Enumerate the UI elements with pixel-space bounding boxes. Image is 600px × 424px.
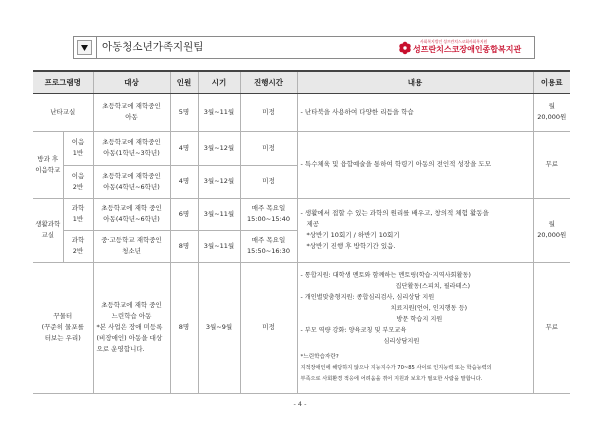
definition-line: 지적장애인에 해당하지 않으나 지능지수가 70~85 사이로 인지능력 또는 학습능력의 [300, 365, 492, 371]
organization-logo [398, 38, 532, 57]
column-header-people: 인원 [170, 71, 198, 93]
column-header-time: 진행시간 [240, 71, 297, 93]
class-label-line: 2반 [72, 247, 84, 255]
content-line: 심리상담지원 [383, 338, 420, 345]
class-label-line: 과학 [71, 236, 85, 244]
program-name-line: 이음학교 [35, 165, 61, 174]
target-line: 초등학교에 재학 중인 [101, 204, 162, 212]
table-row [33, 262, 570, 393]
fee-cell [533, 262, 570, 393]
team-header [73, 36, 535, 59]
column-header-target: 대상 [93, 71, 170, 93]
period-cell: 3월~12월 [198, 131, 240, 165]
time-cell [240, 262, 297, 393]
time-cell [240, 165, 297, 198]
target-line: 아동(4학년~6학년) [103, 182, 160, 191]
target-line: 청소년 [122, 247, 141, 255]
fee-cell [533, 198, 570, 262]
content-line: - 생활에서 접할 수 있는 과학의 원리를 배우고, 창의적 체험 활동을 [300, 209, 489, 217]
target-line: 초등학교에 재학 중인 [101, 301, 162, 309]
content-cell [297, 262, 533, 393]
class-label [63, 198, 93, 230]
target-line: 아동(4학년~6학년) [103, 215, 160, 223]
target-cell [93, 165, 170, 198]
content-cell [297, 198, 533, 262]
time-line: 미정 [262, 107, 275, 116]
class-label-line: 이음 [71, 138, 85, 146]
content-line: *상반기 10회기 / 하반기 10회기 [306, 231, 400, 239]
program-name-line: 꾸물터 [53, 312, 73, 320]
target-note-line: (비장애인) 아동을 대상 [96, 334, 163, 342]
people-cell: 4명 [170, 131, 198, 165]
target-cell [93, 262, 170, 393]
content-line: 치료지원(언어, 인지행동 등) [390, 305, 467, 312]
content-line: - 부모 역량 강화: 양육코칭 및 부모교육 [300, 327, 407, 334]
people-cell: 8명 [170, 262, 198, 393]
logo-name: 성프란치스코장애인종합복지관 [413, 45, 522, 54]
table-row [33, 198, 570, 230]
logo-subtitle: 사회복지법인 성프란치스코회사회복지원 [420, 39, 488, 44]
fee-line: 무료 [545, 160, 559, 168]
program-name [33, 93, 93, 131]
target-cell [93, 131, 170, 165]
time-cell [240, 131, 297, 165]
definition-line: 부족으로 사회환경 적응에 어려움을 겪어 지원과 보호가 필요한 사람을 말합니다. [300, 376, 483, 382]
column-header-content: 내용 [297, 71, 533, 93]
target-line: 아동 [125, 113, 138, 121]
page-number: - 4 - [293, 400, 307, 408]
time-line: 15:50~16:30 [247, 247, 290, 255]
program-name [33, 131, 63, 198]
target-line: 중·고등학교 재학중인 [101, 236, 162, 244]
time-line: 미정 [262, 143, 275, 152]
target-line: 초등학교에 재학중인 [102, 138, 161, 146]
program-name-line: 생활과학 [35, 220, 61, 228]
program-name-line: (꾸준히 물포를 [41, 323, 84, 331]
content-line: - 난타북을 사용하여 다양한 리듬을 학습 [300, 107, 414, 116]
table-row [33, 93, 570, 131]
target-cell [93, 230, 170, 262]
target-cell [93, 198, 170, 230]
class-label-line: 1반 [72, 149, 84, 157]
program-name [33, 198, 63, 262]
column-header-program: 프로그램명 [33, 71, 93, 93]
column-header-period: 시기 [198, 71, 240, 93]
target-line: 초등학교에 재학중인 [102, 102, 161, 110]
class-label-line: 1반 [72, 215, 84, 223]
target-line: 초등학교에 재학중인 [102, 171, 161, 180]
time-line: 미정 [262, 177, 275, 185]
target-line: 느린학습 아동 [111, 312, 152, 320]
people-cell: 6명 [170, 198, 198, 230]
team-title: 아동청소년가족지원팀 [102, 41, 204, 53]
content-cell [297, 93, 533, 131]
content-cell [297, 131, 533, 198]
content-line: - 특수체육 및 융합예술을 통하여 학령기 아동의 전인적 성장을 도모 [300, 160, 491, 168]
target-line: 아동(1학년~3학년) [103, 149, 160, 157]
fee-line: 20,000원 [537, 231, 567, 239]
content-line: *상반기 진행 후 방학기간 있음. [306, 242, 396, 250]
fee-line: 월 [548, 220, 555, 228]
table-header-row [33, 71, 570, 93]
class-label-line: 과학 [71, 204, 85, 212]
period-cell: 3월~12월 [198, 165, 240, 198]
table-row [33, 131, 570, 165]
period-cell: 3월~11월 [198, 93, 240, 131]
program-name-line: 난타교실 [50, 107, 76, 116]
fee-line: 월 [548, 102, 555, 110]
period-cell: 3월~11월 [198, 198, 240, 230]
time-line: 미정 [262, 323, 275, 331]
program-table [33, 70, 570, 394]
fee-line: 무료 [545, 323, 559, 331]
time-line: 매주 목요일 [251, 204, 286, 212]
people-cell: 5명 [170, 93, 198, 131]
target-cell [93, 93, 170, 131]
down-triangle-icon [77, 40, 92, 55]
fee-line: 20,000원 [537, 113, 567, 121]
period-cell: 3월~11월 [198, 230, 240, 262]
definition-heading: *느린학습자란? [300, 354, 339, 360]
time-line: 15:00~15:40 [247, 215, 290, 223]
content-line: 방문 학습지 지원 [396, 316, 443, 323]
column-header-fee: 이용료 [533, 71, 570, 93]
class-label [63, 131, 93, 165]
program-name-line: 방과 후 [37, 154, 59, 163]
class-label-line: 이음 [71, 171, 85, 180]
time-line: 매주 목요일 [251, 236, 286, 244]
people-cell: 8명 [170, 230, 198, 262]
content-line: 제공 [306, 220, 320, 228]
target-note-line: 으로 운영합니다. [96, 345, 145, 353]
fee-cell [533, 93, 570, 131]
time-cell [240, 198, 297, 230]
program-name [33, 262, 93, 393]
class-label [63, 230, 93, 262]
content-line: 집단활동(스피치, 필라테스) [395, 283, 471, 290]
content-line: - 통합지원: 대학생 멘토와 함께하는 멘토링(학습·지역사회활동) [300, 272, 471, 279]
target-note-line: *본 사업은 장애 미등록 [96, 323, 163, 331]
class-label [63, 165, 93, 198]
program-name-line: 교실 [41, 231, 55, 239]
fee-cell [533, 131, 570, 198]
class-label-line: 2반 [72, 182, 84, 191]
program-name-line: 터보는 우리) [44, 334, 81, 342]
flower-emblem-icon [398, 41, 412, 55]
content-line: - 개인별맞춤형지원: 종합심리검사, 심리상담 지원 [300, 294, 435, 301]
time-cell [240, 93, 297, 131]
header-divider [96, 37, 97, 58]
time-cell [240, 230, 297, 262]
people-cell: 4명 [170, 165, 198, 198]
period-cell: 3월~9월 [198, 262, 240, 393]
